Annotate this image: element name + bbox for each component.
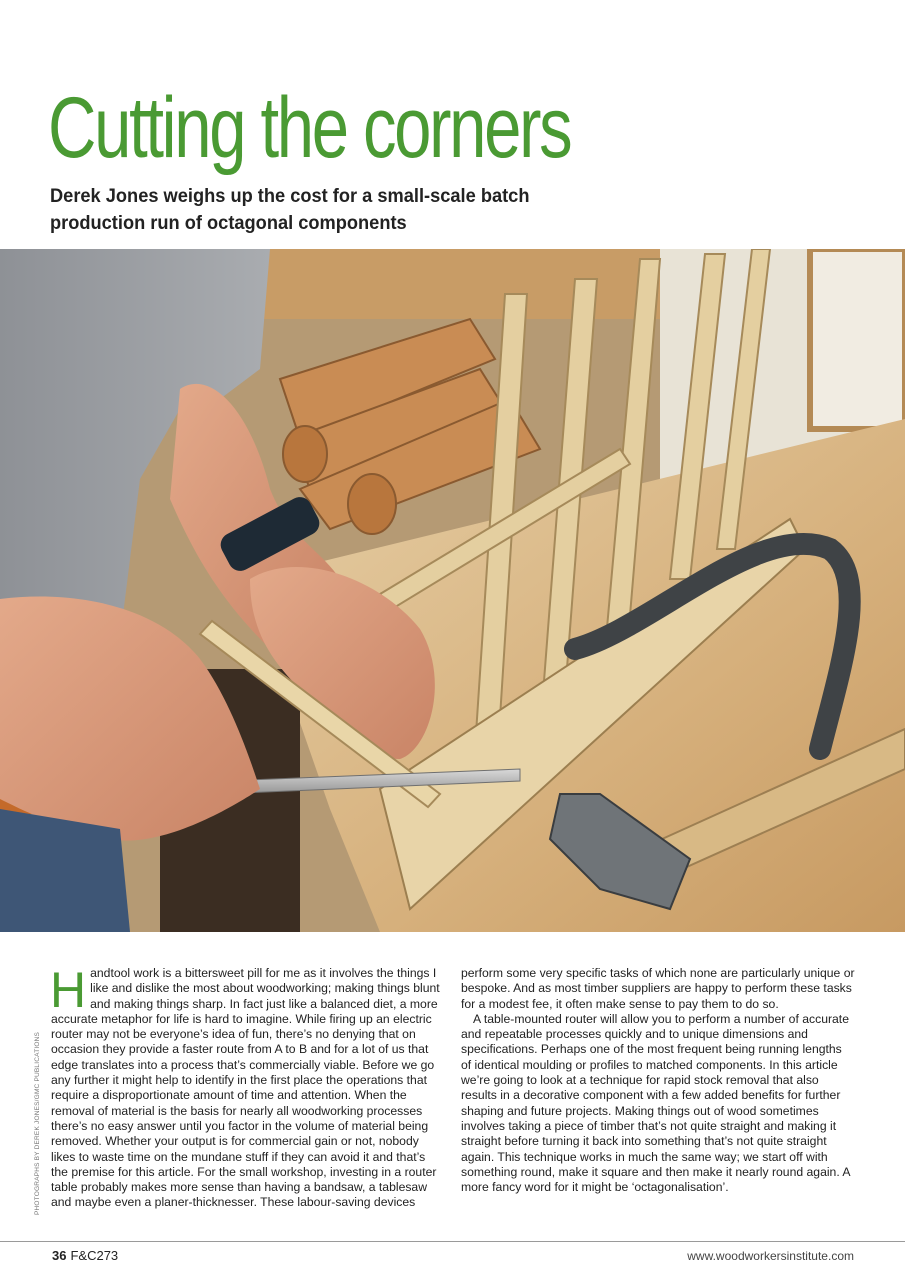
lead-photo <box>0 249 905 932</box>
page-number: 36 <box>52 1248 67 1263</box>
photo-credit: PHOTOGRAPHS BY DEREK JONES/GMC PUBLICATIONS <box>34 1031 41 1215</box>
drop-cap: H <box>50 962 87 1018</box>
issue-label: F&C273 <box>70 1248 119 1263</box>
footer-rule <box>0 1241 905 1242</box>
article-body <box>50 962 855 1218</box>
body-paragraph-2: A table-mounted router will allow you to perform a number of accurate and repeatable processes quickly and to unique dimensions and specifications. Perhaps one of the most frequent being running lengths of identical moulding or profiles to matched components. In this article we’re going to look at a technique for rapid stock removal that also results in a decorative component with a few added benefits for further shaping and future projects. Making things out of wood sometimes involves taking a piece of timber that’s not quite straight and making it straight before turning it back into something that’s not quite straight again. This technique works in much the same way; we start off with something round, make it square and then make it nearly round again. A more fancy word for it might be ‘octagonalisation’. <box>461 1011 850 1195</box>
folio <box>52 1248 118 1263</box>
jeans <box>0 809 130 932</box>
article-title: Cutting the corners <box>48 80 571 176</box>
article-standfirst: Derek Jones weighs up the cost for a small-scale batch production run of octagonal components <box>50 186 530 234</box>
body-paragraph-1-text: andtool work is a bittersweet pill for me as it involves the things I like and dislike the most about woodworking; making things blunt and making things sharp. In fact just like a balanced diet, a more accurate metaphor for life is hard to imagine. While firing up an electric router may not be everyone’s idea of fun, there’s no denying that on occasion they provide a faster route from A to B and for a lot of us that edge translates into a process that’s commercially viable. Before we go any further it might help to identify in the first place the operations that require a disproportionate amount of time and attention. When the removal of material is the basis for nearly all woodworking processes there’s no easy answer until you factor in the volume of material being removed. Whether your output is for commercial gain or not, nobody likes to waste time on the mundane stuff if they can avoid it and that’s the premise for this article. For the small workshop, investing in a router table probably makes more sense than having a bandsaw, a tablesaw and maybe even a planer-thicknesser. These labour-saving devices perform some very specific tasks of which none are particularly unique or bespoke. And as most timber suppliers are happy to perform these tasks for a modest fee, it often make sense to pay them to do so. <box>51 966 855 1210</box>
footer-url[interactable]: www.woodworkersinstitute.com <box>687 1249 854 1263</box>
shelf-board <box>260 249 680 319</box>
